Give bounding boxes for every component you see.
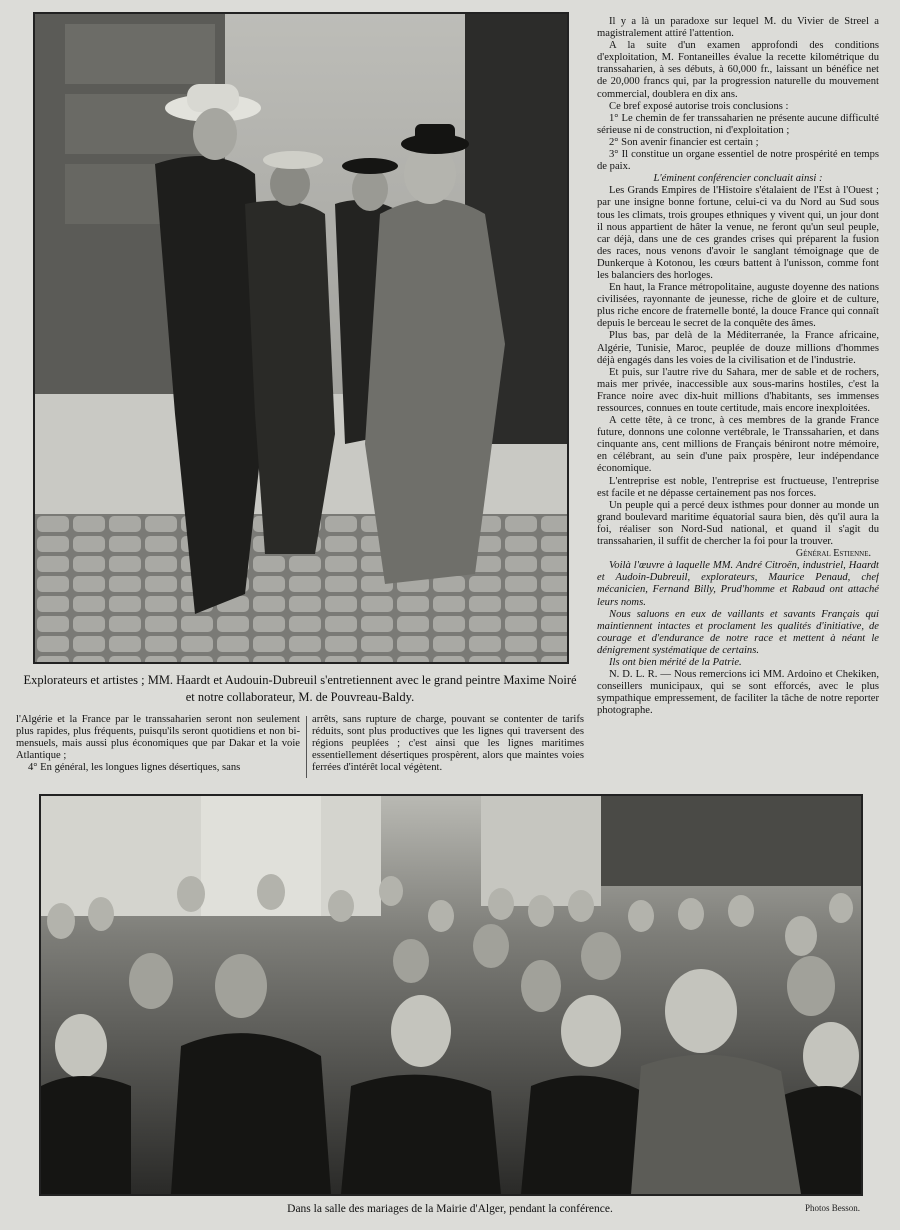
subheading: L'éminent conférencier concluait ainsi : <box>653 173 823 185</box>
paragraph: 1° Le chemin de fer transsaharien ne présente aucune difficulté sérieuse ni de construction, ni d'exploitation ; <box>597 112 879 136</box>
paragraph: Il y a là un paradoxe sur lequel M. du Vivier de Streel a magistralement attiré l'attention. <box>597 16 879 40</box>
photo-explorers-image <box>35 14 567 662</box>
paragraph: Ils ont bien mérité de la Patrie. <box>609 656 742 668</box>
paragraph: 2° Son avenir financier est certain ; <box>609 136 759 148</box>
article-middle-left <box>16 714 300 774</box>
paragraph: Et puis, sur l'autre rive du Sahara, mer de sable et de rochers, mais mer privée, inaccessible aux sous-marins hostiles, c'est la France noire avec dix-huit millions d'habitants, ses immenses ressources, connues en toute certitude, mais encore inexploitées. <box>597 366 879 414</box>
paragraph: l'Algérie et la France par le transsaharien seront non seulement plus rapides, plus fréquents, puisqu'ils seront quotidiens et non bi-mensuels, mais aussi plus économiques que par Dakar et la voie Atlantique ; <box>16 714 300 762</box>
paragraph: A la suite d'un examen approfondi des conditions d'exploitation, M. Fontaneilles évalue la recette kilométrique du transsaharien, à ses débuts, à 60,000 fr., laissant un bénéfice net de 20,000 francs qui, par la progression naturelle du mouvement commercial, doublera en dix ans. <box>597 40 879 100</box>
caption-explorers: Explorateurs et artistes ; MM. Haardt et Audouin-Dubreuil s'entretiennent avec le grand peintre Maxime Noiré et notre collaborateur, M. de Pouvreau-Baldy. <box>23 673 577 704</box>
paragraph: Nous saluons en eux de vaillants et savants Français qui maintiennent intactes et proclament les qualités d'initiative, de courage et d'endurance de notre race et mettent à néant le dénigrement systématique de certains. <box>597 608 879 656</box>
paragraph: Un peuple qui a percé deux isthmes pour donner au monde un grand boulevard maritime équatorial saura bien, dès qu'il aura la foi, réaliser son Nord-Sud national, et quand il s'agit du transsaharien, il suffit de chercher la foi pour la trouver. <box>597 499 879 548</box>
photo-credit: Photos Besson. <box>804 1203 860 1213</box>
paragraph: Les Grands Empires de l'Histoire s'étalaient de l'Est à l'Ouest ; par une insigne bonne fortune, celui-ci va du Nord au Sud sous tous les climats, trois groupes ethniques y vivent qui, un jour dont il nous appartient de hâter la venue, ne feront qu'un seul peuple, car déjà, dans une de ces grandes crises qui préparent la fusion des races, nous venons d'avoir le sanglant témoignage que de Dunkerque à Kotonou, les cœurs battent à l'unisson, comme font les balanciers des horloges. <box>597 185 879 281</box>
signature: Général Estienne. <box>795 548 871 560</box>
caption-conference: Dans la salle des mariages de la Mairie d'Alger, pendant la conférence. <box>287 1203 613 1215</box>
article-middle-right <box>312 714 584 774</box>
photo-conference-hall <box>39 794 863 1196</box>
paragraph: En haut, la France métropolitaine, auguste doyenne des nations civilisées, rayonnante de jeunesse, riche de gloire et de culture, plus riche encore de fraternelle bonté, la douce France qui connaît depuis le berceau le secret de la conquête des âmes. <box>597 282 879 330</box>
paragraph: N. D. L. R. — Nous remercions ici MM. Ardoino et Chekiken, conseillers municipaux, qui se sont efforcés, avec le plus sympathique empressement, de faciliter la tâche de notre reporter photographe. <box>597 669 879 717</box>
paragraph: Plus bas, par delà de la Méditerranée, la France africaine, Algérie, Tunisie, Maroc, peuplée de douze millions d'hommes déjà engagés dans les voies de la civilisation et de l'industrie. <box>597 330 879 366</box>
paragraph: L'entreprise est noble, l'entreprise est fructueuse, l'entreprise est facile et ne dépasse certainement pas nos forces. <box>597 475 879 499</box>
paragraph: A cette tête, à ce tronc, à ces membres de la grande France future, donnons une colonne vertébrale, le Transsaharien, et dans cinquante ans, cent millions de Français béniront notre mémoire, en célébrant, au sein d'une paix prospère, leur indépendance économique. <box>597 415 879 475</box>
paragraph: Voilà l'œuvre à laquelle MM. André Citroën, industriel, Haardt et Audoin-Dubreuil, explorateurs, Maurice Penaud, chef mécanicien, Fernand Billy, Prud'homme et Rabaud ont attaché leurs noms. <box>597 560 879 608</box>
photo-explorers-and-artists <box>33 12 569 664</box>
paragraph: Ce bref exposé autorise trois conclusions : <box>609 100 789 112</box>
article-right-column <box>597 16 879 788</box>
column-divider <box>306 716 307 778</box>
paragraph: 3° Il constitue un organe essentiel de notre prospérité en temps de paix. <box>597 149 879 173</box>
paragraph: arrêts, sans rupture de charge, pouvant se contenter de tarifs réduits, sont plus productives que les lignes qui traversent des régions peuplées ; c'est ainsi que les lignes maritimes essentiellement désertiques prospèrent, alors que maintes voies ferrées d'intérêt local végètent. <box>312 714 584 774</box>
paragraph: 4° En général, les longues lignes désertiques, sans <box>28 762 241 774</box>
photo-conference-image <box>41 796 861 1194</box>
